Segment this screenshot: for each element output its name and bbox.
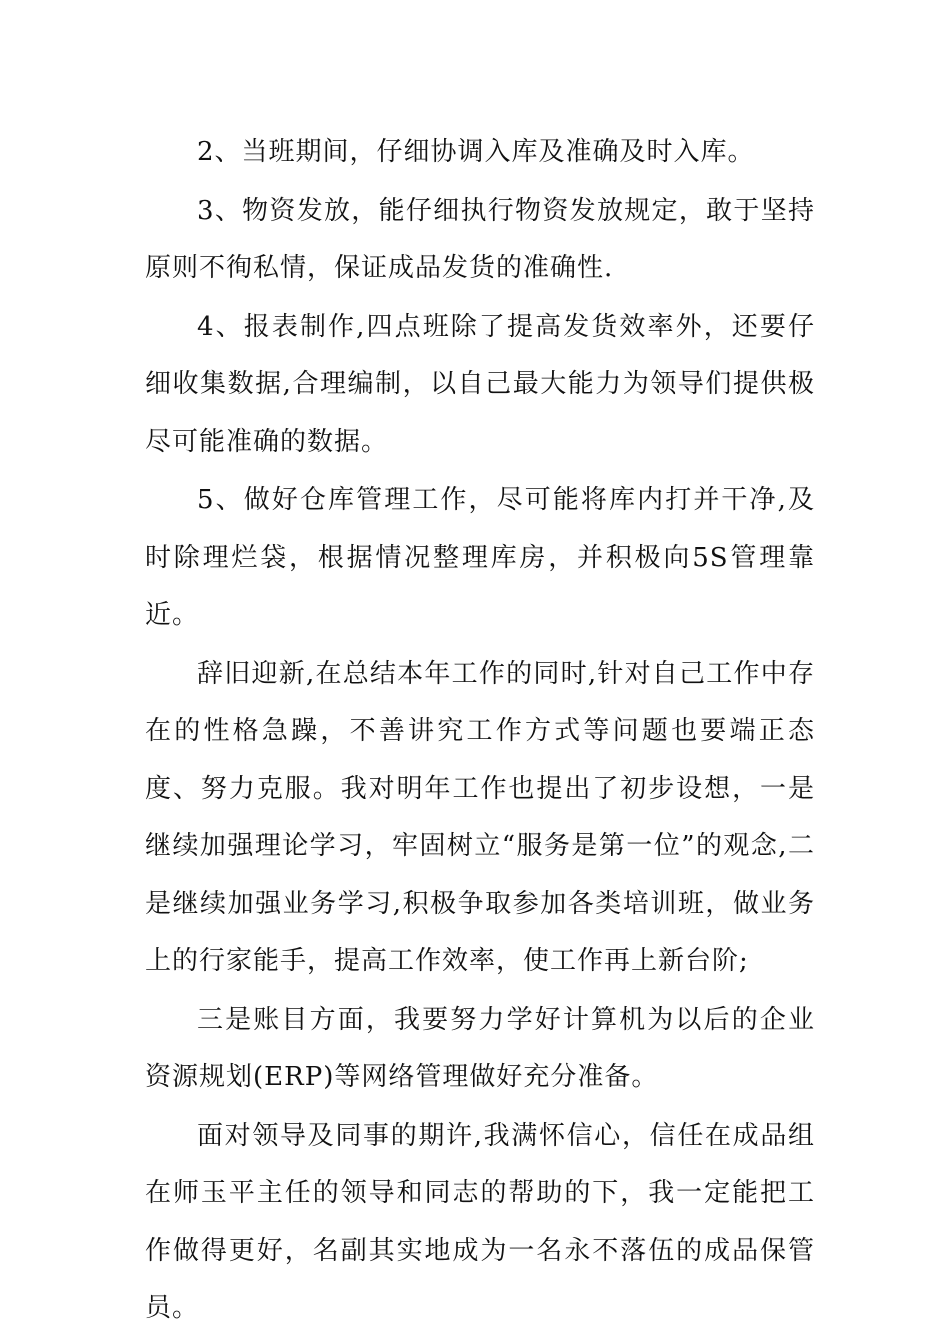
paragraph-closing: 面对领导及同事的期许,我满怀信心，信任在成品组在师玉平主任的领导和同志的帮助的下，我一定能把工作做得更好，名副其实地成为一名永不落伍的成品保管员。 (145, 1120, 815, 1323)
paragraph-item-5: 5、做好仓库管理工作，尽可能将库内打并干净,及时除理烂袋，根据情况整理库房，并积极向5S管理靠近。 (145, 485, 815, 630)
paragraph-item-3: 3、物资发放，能仔细执行物资发放规定，敢于坚持原则不徇私情，保证成品发货的准确性. (145, 195, 815, 283)
paragraph-accounts: 三是账目方面，我要努力学好计算机为以后的企业资源规划(ERP)等网络管理做好充分准备。 (145, 1004, 815, 1092)
document-body (145, 124, 815, 1339)
paragraph-item-2: 2、当班期间，仔细协调入库及准确及时入库。 (197, 137, 755, 167)
paragraph-item-4: 4、报表制作,四点班除了提高发货效率外，还要仔细收集数据,合理编制，以自己最大能力为领导们提供极尽可能准确的数据。 (145, 311, 815, 457)
paragraph-new-year-plan: 辞旧迎新,在总结本年工作的同时,针对自己工作中存在的性格急躁，不善讲究工作方式等问题也要端正态度、努力克服。我对明年工作也提出了初步设想，一是继续加强理论学习，牢固树立“服务是第一位”的观念,二是继续加强业务学习,积极争取参加各类培训班，做业务上的行家能手，提高工作效率，使工作再上新台阶; (145, 658, 815, 976)
